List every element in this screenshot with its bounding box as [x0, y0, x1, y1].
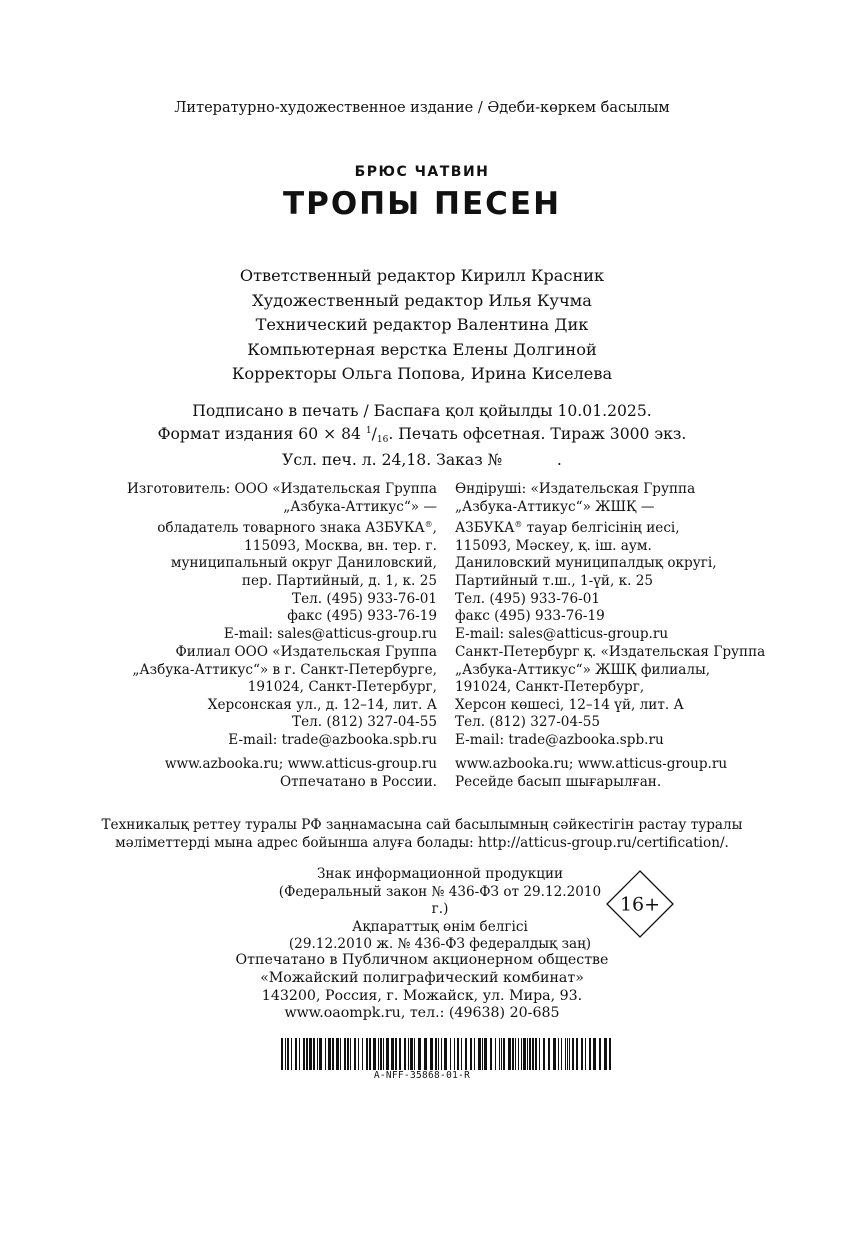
manufacturer-ru: Изготовитель: ООО «Издательская Группа „Азбука-Аттикус“» — обладатель товарного знака АЗБУКА®, 115093, Москва, вн. тер. г. муниципальный округ Даниловский, пер. Партийный, д. 1, к. 25 Тел. (495) 933-76-01 факс (495) 933-76-19 E-mail: sales@atticus-group.ru — [127, 481, 437, 642]
barcode-bar — [576, 1038, 578, 1070]
barcode-bar — [569, 1038, 570, 1070]
barcode-bar — [303, 1038, 305, 1070]
web-ru: www.azbooka.ru; www.atticus-group.ru Отпечатано в России. — [164, 756, 437, 790]
barcode-bar — [585, 1038, 586, 1070]
barcode-bar — [454, 1038, 455, 1070]
barcode-bar — [565, 1038, 566, 1070]
barcode-bar — [347, 1038, 349, 1070]
barcode-bar — [438, 1038, 439, 1070]
barcode-icon — [281, 1038, 614, 1070]
barcode-bar — [521, 1038, 522, 1070]
age-rating-badge — [606, 870, 674, 938]
barcode-bar — [581, 1038, 583, 1070]
barcode-bar — [332, 1038, 334, 1070]
barcode-bar — [478, 1038, 481, 1070]
barcode-bar — [325, 1038, 326, 1070]
barcode-bar — [548, 1038, 550, 1070]
barcode-bar — [503, 1038, 505, 1070]
printer-info: Отпечатано в Публичном акционерном обществе «Можайский полиграфический комбинат» 143200, Россия, г. Можайск, ул. Мира, 93. www.oaompk.ru, тел.: (49638) 20-685 — [235, 952, 609, 1022]
barcode-bar — [354, 1038, 356, 1070]
barcode-bar — [404, 1038, 406, 1070]
barcode-bar — [340, 1038, 341, 1070]
website-link: www.azbooka.ru; www.atticus-group.ru — [164, 756, 437, 772]
web-kz: www.azbooka.ru; www.atticus-group.ru Ресейде басып шығарылған. — [455, 756, 728, 790]
format-line: Формат издания 60 × 84 $^1/_{16}$. Печать офсетная. Тираж 3000 экз. — [157, 425, 687, 445]
barcode-bar — [444, 1038, 447, 1070]
barcode-bar — [593, 1038, 596, 1070]
barcode-bar — [535, 1038, 537, 1070]
barcode-bar — [482, 1038, 483, 1070]
barcode-bar — [336, 1038, 339, 1070]
barcode-bar — [309, 1038, 312, 1070]
sheets-line: Усл. печ. л. 24,18. Заказ № . — [282, 451, 562, 469]
barcode-bar — [558, 1038, 559, 1070]
barcode-bar — [285, 1038, 286, 1070]
barcode-bar — [572, 1038, 574, 1070]
edition-type: Литературно-художественное издание / Әдеби-көркем басылым — [174, 100, 670, 116]
barcode-bar — [362, 1038, 363, 1070]
barcode-bar — [344, 1038, 346, 1070]
barcode-bar — [383, 1038, 384, 1070]
barcode-bar — [391, 1038, 394, 1070]
barcode-bar — [539, 1038, 540, 1070]
barcode-bar — [490, 1038, 492, 1070]
barcode-bar — [408, 1038, 409, 1070]
credit-line: Компьютерная верстка Елены Долгиной — [247, 339, 597, 359]
barcode-bar — [589, 1038, 591, 1070]
barcode-bar — [527, 1038, 528, 1070]
website-link: www.azbooka.ru; www.atticus-group.ru — [455, 756, 728, 772]
barcode-bar — [418, 1038, 421, 1070]
barcode-bar — [515, 1038, 516, 1070]
barcode-bar — [461, 1038, 462, 1070]
barcode-bar — [395, 1038, 397, 1070]
barcode-bar — [313, 1038, 315, 1070]
barcode-bar — [399, 1038, 401, 1070]
barcode-bar — [450, 1038, 451, 1070]
barcode-bar — [474, 1038, 475, 1070]
certification-note: Техникалық реттеу туралы РФ заңнамасына сай басылымның сәйкестігін растау туралы мәліметтерді мына адрес бойынша алуға болады: http://atticus-group.ru/certification/. — [101, 817, 743, 851]
barcode-bar — [328, 1038, 331, 1070]
barcode-bar — [299, 1038, 300, 1070]
barcode-bar — [287, 1038, 289, 1070]
barcode-bar — [366, 1038, 368, 1070]
credit-line: Ответственный редактор Кирилл Красник — [239, 266, 605, 285]
credit-line: Художественный редактор Илья Кучма — [252, 290, 592, 310]
barcode-bar — [457, 1038, 459, 1070]
barcode-bar — [518, 1038, 519, 1070]
barcode-bar — [373, 1038, 376, 1070]
age-rating-text: 16+ — [619, 893, 661, 916]
manufacturer-kz: Өндіруші: «Издательская Группа „Азбука-Аттикус“» ЖШҚ — АЗБУКА® тауар белгісінің иесі, 115093, Мәскеу, қ. іш. аум. Даниловский муниципалдық округі, Партийный т.ш., 1-үй, к. 25 Тел. (495) 933-76-01 факс (495) 933-76-19 E-mail: sales@atticus-group.ru — [455, 481, 717, 642]
credit-line: Технический редактор Валентина Дик — [255, 315, 589, 334]
barcode-bar — [380, 1038, 382, 1070]
publication-info — [0, 401, 844, 470]
barcode-bar — [465, 1038, 467, 1070]
barcode-bar — [281, 1038, 283, 1070]
barcode-bar — [358, 1038, 359, 1070]
barcode-bar — [441, 1038, 442, 1070]
barcode-bar — [508, 1038, 511, 1070]
barcode-bar — [306, 1038, 308, 1070]
barcode-bar — [369, 1038, 371, 1070]
barcode-bar — [553, 1038, 556, 1070]
barcode-bar — [532, 1038, 534, 1070]
barcode-bar — [543, 1038, 545, 1070]
barcode-bar — [414, 1038, 415, 1070]
barcode-bar — [561, 1038, 562, 1070]
credits-block — [0, 264, 844, 387]
branch-ru: Филиал ООО «Издательская Группа „Азбука-Аттикус“» в г. Санкт-Петербурге, 191024, Санкт-Петербург, Херсонская ул., д. 12–14, лит. А Тел. (812) 327-04-55 E-mail: trade@azbooka.spb.ru — [132, 644, 437, 748]
barcode-bar — [512, 1038, 514, 1070]
credit-line: Корректоры Ольга Попова, Ирина Киселева — [231, 364, 613, 383]
barcode-bar — [604, 1038, 607, 1070]
barcode-bar — [386, 1038, 389, 1070]
signed-line: Подписано в печать / Баспаға қол қойылды 10.01.2025. — [192, 402, 652, 420]
branch-kz: Санкт-Петербург қ. «Издательская Группа „Азбука-Аттикус“» ЖШҚ филиалы, 191024, Санкт-Петербург, Херсон көшесі, 12–14 үй, лит. А Тел. (812) 327-04-55 E-mail: trade@azbooka.spb.ru — [455, 644, 766, 748]
barcode-bar — [350, 1038, 351, 1070]
barcode-bar — [317, 1038, 318, 1070]
barcode-bar — [378, 1038, 379, 1070]
barcode-bar — [495, 1038, 496, 1070]
barcode-bar — [410, 1038, 413, 1070]
barcode-bar — [470, 1038, 472, 1070]
barcode-bar — [435, 1038, 437, 1070]
barcode-bar — [499, 1038, 500, 1070]
barcode-bar — [599, 1038, 601, 1070]
barcode-bar — [291, 1038, 292, 1070]
book-author: БРЮС ЧАТВИН — [354, 164, 490, 180]
barcode-bar — [501, 1038, 502, 1070]
barcode-bar — [319, 1038, 322, 1070]
barcode-bar — [295, 1038, 297, 1070]
barcode-code: A-NFF-35868-01-R — [373, 1070, 471, 1081]
barcode-bar — [523, 1038, 526, 1070]
barcode-bar — [484, 1038, 487, 1070]
book-title: ТРОПЫ ПЕСЕН — [282, 186, 562, 222]
barcode-bar — [567, 1038, 568, 1070]
barcode-bar — [424, 1038, 427, 1070]
barcode-bar — [430, 1038, 433, 1070]
barcode-bar — [609, 1038, 611, 1070]
info-product-sign: Знак информационной продукции (Федеральный закон № 436-ФЗ от 29.12.2010 г.) Ақпараттық өнім белгісі (29.12.2010 ж. № 436-ФЗ федералдық заң) — [278, 866, 602, 952]
barcode-bar — [529, 1038, 531, 1070]
